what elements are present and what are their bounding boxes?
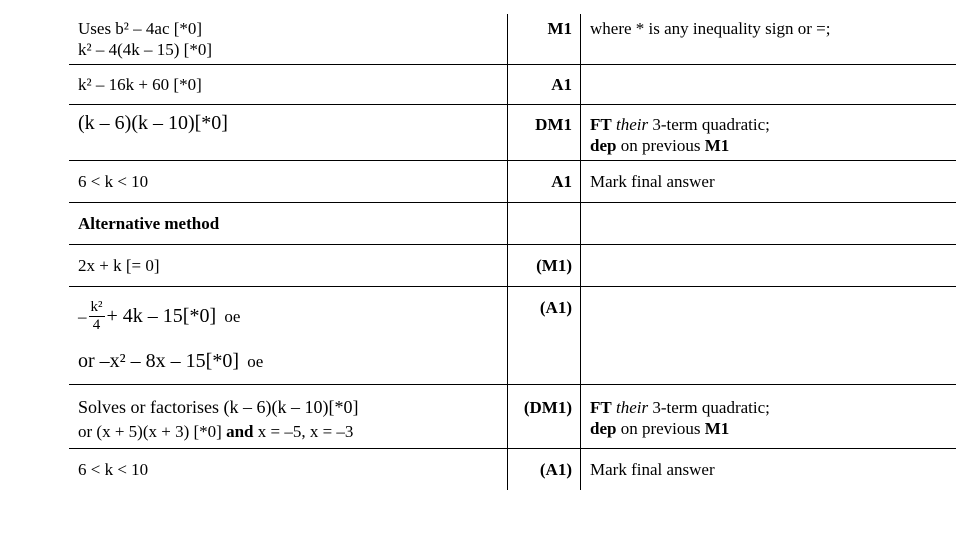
answer-cell: 2x + k [= 0] (69, 245, 508, 287)
answer-cell (69, 287, 508, 385)
fraction-numerator: k² (90, 299, 103, 315)
mark-cell: M1 (508, 14, 581, 65)
mark-cell: (A1) (508, 449, 581, 491)
table-row (69, 14, 956, 65)
guidance-line (590, 114, 948, 135)
mark-scheme-table (69, 14, 956, 490)
guidance-text: 3-term quadratic; (652, 115, 770, 134)
m1-label: M1 (704, 136, 730, 155)
dep-label: dep (590, 419, 617, 438)
guidance-text: on previous (620, 419, 701, 438)
answer-text: + 4k – 15[*0] (106, 305, 217, 327)
answer-cell (69, 385, 508, 449)
their-label: their (615, 115, 649, 134)
mark-cell: (M1) (508, 245, 581, 287)
mark-cell: (DM1) (508, 385, 581, 449)
answer-text: x = –5, x = –3 (257, 422, 354, 441)
answer-text: or –x² – 8x – 15[*0] (78, 350, 239, 372)
dep-label: dep (590, 136, 617, 155)
their-label: their (615, 398, 649, 417)
mark-cell (508, 203, 581, 245)
mark-cell: A1 (508, 161, 581, 203)
ft-label: FT (590, 115, 612, 134)
table-row (69, 65, 956, 105)
guidance-line (590, 418, 948, 439)
answer-cell (69, 105, 508, 161)
ft-label: FT (590, 398, 612, 417)
minus-sign: – (78, 307, 87, 326)
guidance-cell (581, 65, 957, 105)
guidance-cell (581, 245, 957, 287)
answer-line: Uses b² – 4ac [*0] (78, 19, 203, 38)
answer-line (78, 299, 499, 343)
and-label: and (226, 422, 254, 441)
table-row (69, 449, 956, 491)
table-row (69, 385, 956, 449)
m1-label: M1 (704, 419, 730, 438)
answer-line (78, 351, 499, 372)
table-row (69, 105, 956, 161)
answer-text: or (x + 5)(x + 3) [*0] (78, 422, 222, 441)
table-row (69, 287, 956, 385)
guidance-cell: where * is any inequality sign or =; (590, 19, 831, 38)
guidance-text: on previous (620, 136, 701, 155)
answer-cell: 6 < k < 10 (69, 449, 508, 491)
oe-label: oe (224, 307, 241, 326)
table-row (69, 203, 956, 245)
section-heading: Alternative method (69, 203, 508, 245)
guidance-text: 3-term quadratic; (652, 398, 770, 417)
fraction-denominator: 4 (92, 317, 101, 333)
table-row (69, 245, 956, 287)
fraction (89, 299, 105, 334)
guidance-line (590, 135, 948, 156)
answer-line (78, 421, 499, 442)
answer-text: (k – 6)(k – 10)[*0] (78, 112, 228, 134)
oe-label: oe (247, 352, 264, 371)
guidance-cell (581, 385, 957, 449)
answer-cell: k² – 16k + 60 [*0] (69, 65, 508, 105)
mark-cell: DM1 (508, 105, 581, 161)
guidance-cell (581, 203, 957, 245)
guidance-line (590, 397, 948, 418)
guidance-cell: Mark final answer (590, 460, 715, 479)
guidance-cell (581, 105, 957, 161)
guidance-cell (581, 287, 957, 385)
mark-cell: (A1) (508, 287, 581, 385)
answer-line: k² – 4(4k – 15) [*0] (78, 40, 212, 59)
guidance-cell: Mark final answer (590, 172, 715, 191)
mark-cell: A1 (508, 65, 581, 105)
table-row (69, 161, 956, 203)
answer-cell (69, 14, 508, 65)
answer-line: Solves or factorises (k – 6)(k – 10)[*0] (78, 397, 359, 417)
answer-cell: 6 < k < 10 (69, 161, 508, 203)
